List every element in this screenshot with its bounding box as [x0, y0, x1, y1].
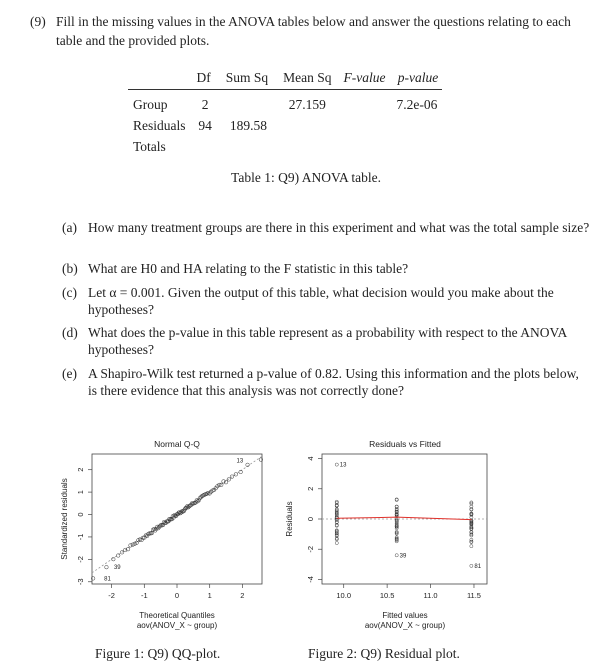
header-df: Df — [191, 66, 220, 90]
cell-pvalue: 7.2e-06 — [396, 96, 438, 112]
cell-pvalue — [392, 136, 443, 157]
cell-meansq — [277, 136, 337, 157]
cell-sumsq — [220, 90, 277, 116]
outlier-point — [335, 463, 338, 466]
outlier-point — [470, 564, 473, 567]
figure-caption: Figure 2: Q9) Residual plot. — [308, 646, 460, 661]
x-axis-label: Fitted values — [382, 611, 428, 620]
x-axis-label: Theoretical Quantiles — [139, 611, 215, 620]
table-caption: Table 1: Q9) ANOVA table. — [231, 170, 381, 185]
cell-meansq: 27.159 — [288, 96, 326, 112]
qq-plot — [52, 432, 272, 637]
question-label: (e) — [62, 366, 77, 381]
point-annotation: 39 — [399, 553, 407, 560]
y-tick-label: -1 — [76, 533, 85, 541]
anova-header-row — [128, 66, 442, 90]
data-point — [335, 538, 338, 541]
x-tick-label: 10.5 — [379, 591, 395, 600]
data-point — [335, 519, 338, 522]
cell-df: 2 — [201, 96, 209, 112]
question-text: How many treatment groups are there in this experiment and what was the total sample size? — [88, 220, 590, 235]
x-tick-label: 11.5 — [466, 591, 481, 600]
y-axis-label: Residuals — [285, 501, 294, 537]
row-label: Totals — [133, 138, 166, 154]
reference-line — [92, 456, 262, 573]
y-axis-label: Standardized residuals — [60, 478, 69, 560]
y-tick-label: -3 — [76, 578, 85, 586]
question-label: (b) — [62, 261, 78, 276]
question-d — [62, 324, 590, 358]
figure-caption: Figure 1: Q9) QQ-plot. — [95, 646, 221, 661]
question-text: Let α = 0.001. Given the output of this table, what decision would you make about the hypotheses? — [88, 285, 554, 317]
data-point — [116, 554, 120, 558]
point-annotation: 81 — [104, 576, 111, 583]
question-e — [62, 365, 590, 399]
cell-df: 94 — [198, 117, 212, 133]
question-intro — [30, 12, 600, 50]
y-tick-label: 4 — [306, 456, 315, 461]
cell-meansq — [277, 115, 337, 136]
question-number: (9) — [30, 14, 46, 29]
y-tick-label: 0 — [76, 512, 85, 517]
x-axis-sublabel: aov(ANOV_X ~ group) — [136, 621, 218, 630]
header-cell — [128, 66, 191, 90]
y-tick-label: -4 — [306, 576, 315, 583]
cell-pvalue — [392, 115, 443, 136]
question-text: A Shapiro-Wilk test returned a p-value of 0.82. Using this information and the plots below, is there evidence that this analysis was not correctly done? — [88, 366, 579, 398]
table-row — [128, 136, 442, 157]
x-tick-label: 1 — [207, 591, 212, 600]
question-text: What does the p-value in this table represent as a probability with respect to the ANOVA hypotheses? — [88, 325, 567, 357]
y-tick-label: 2 — [306, 486, 315, 491]
question-a — [62, 219, 590, 236]
y-tick-label: 0 — [306, 516, 315, 522]
data-point — [470, 545, 473, 548]
smooth-line — [337, 517, 472, 519]
x-tick-label: 2 — [240, 591, 245, 600]
anova-table — [128, 66, 442, 157]
question-label: (d) — [62, 325, 78, 340]
row-label: Group — [133, 96, 168, 112]
table-row — [128, 115, 442, 136]
y-tick-label: -2 — [76, 556, 85, 563]
header-sumsq: Sum Sq — [220, 66, 277, 90]
outlier-point — [395, 554, 398, 557]
question-text: What are H0 and HA relating to the F statistic in this table? — [88, 261, 409, 276]
point-annotation: 13 — [236, 458, 244, 465]
data-point — [335, 524, 338, 527]
cell-fvalue — [338, 90, 392, 116]
question-c — [62, 284, 590, 318]
y-tick-label: -2 — [306, 545, 315, 553]
cell-fvalue — [338, 136, 392, 157]
x-tick-label: -1 — [140, 591, 148, 600]
point-annotation: 81 — [474, 563, 482, 570]
data-point — [234, 473, 238, 477]
question-label: (c) — [62, 285, 77, 300]
data-point — [335, 541, 338, 544]
question-label: (a) — [62, 220, 77, 235]
chart-title: Normal Q-Q — [154, 439, 200, 449]
cell-df — [191, 136, 220, 157]
x-tick-label: 10.0 — [336, 591, 352, 600]
point-annotation: 13 — [339, 462, 347, 469]
y-tick-label: 1 — [76, 490, 85, 495]
cell-fvalue — [338, 115, 392, 136]
chart-title: Residuals vs Fitted — [369, 439, 441, 449]
x-axis-sublabel: aov(ANOV_X ~ group) — [364, 621, 446, 630]
point-annotation: 39 — [113, 565, 121, 572]
row-label: Residuals — [133, 117, 186, 133]
x-tick-label: -2 — [108, 591, 115, 600]
header-pvalue: p-value — [392, 66, 443, 90]
header-fvalue: F-value — [338, 66, 392, 90]
header-meansq: Mean Sq — [277, 66, 337, 90]
data-point — [105, 565, 109, 569]
y-tick-label: 2 — [76, 467, 85, 472]
cell-sumsq: 189.58 — [229, 117, 268, 133]
x-tick-label: 11.0 — [423, 591, 438, 600]
question-intro-text: Fill in the missing values in the ANOVA tables below and answer the questions relating to each table and the provided plots. — [56, 14, 571, 48]
residual-plot — [282, 432, 507, 637]
question-b — [62, 260, 590, 277]
table-row — [128, 90, 442, 116]
x-tick-label: 0 — [174, 591, 180, 600]
cell-sumsq — [220, 136, 277, 157]
data-point — [470, 538, 473, 541]
